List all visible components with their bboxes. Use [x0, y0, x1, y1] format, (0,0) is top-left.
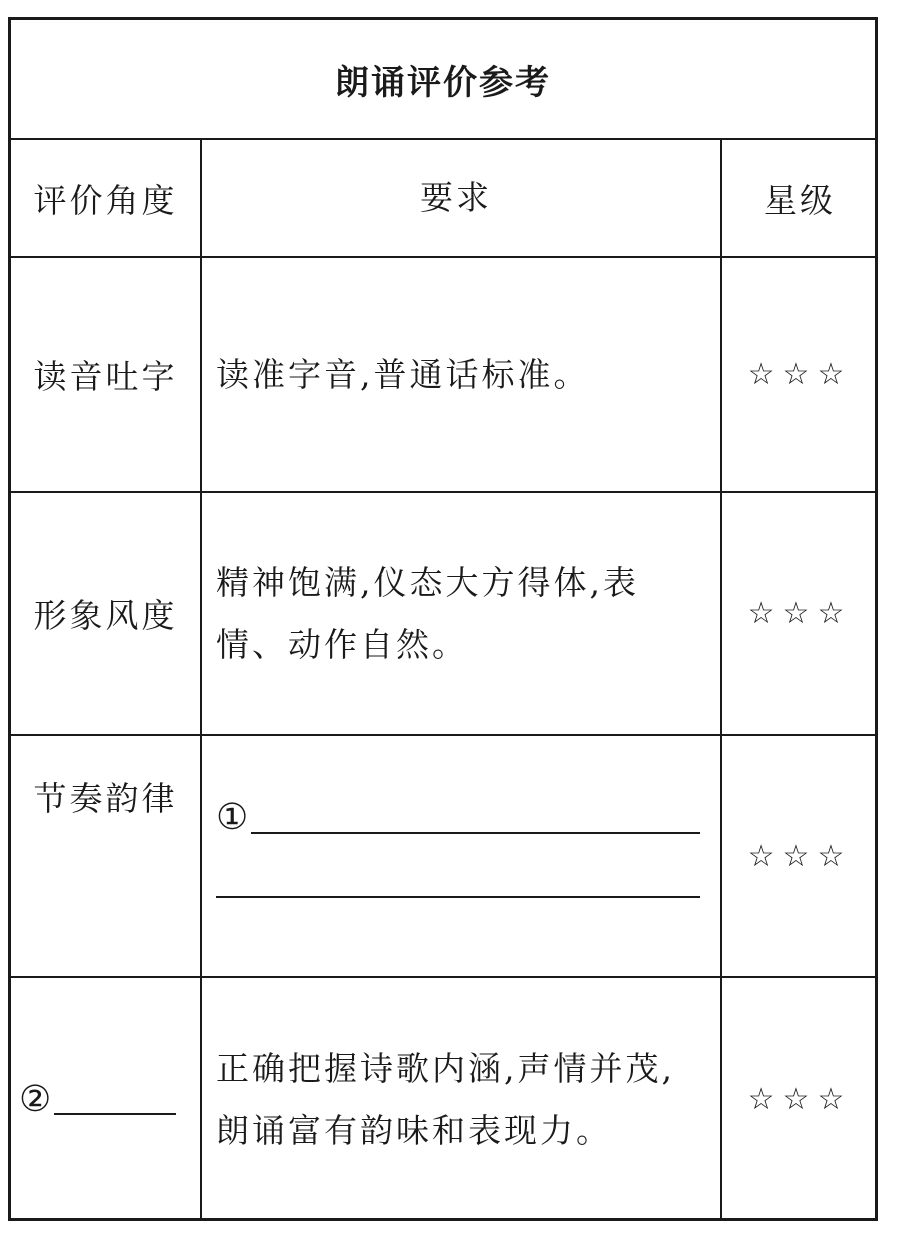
- row-requirement-blank[interactable]: [202, 736, 720, 976]
- row-aspect-blank[interactable]: [11, 978, 200, 1221]
- row-rating-stars: ☆☆☆: [747, 838, 853, 874]
- header-aspect: 评价角度: [33, 180, 178, 220]
- row-requirement: 精神饱满,仪态大方得体,表情、动作自然。: [216, 562, 639, 664]
- blank-marker: ①: [216, 797, 252, 838]
- answer-blank-line[interactable]: [216, 894, 700, 898]
- evaluation-table: [8, 17, 878, 1221]
- row-requirement: 正确把握诗歌内涵,声情并茂,朗诵富有韵味和表现力。: [216, 1048, 675, 1150]
- answer-blank-line[interactable]: [251, 830, 700, 834]
- answer-blank-line[interactable]: [54, 1111, 176, 1115]
- row-aspect: 形象风度: [33, 596, 178, 635]
- row-requirement: 读准字音,普通话标准。: [216, 354, 590, 394]
- blank-marker: ②: [19, 1079, 55, 1120]
- header-rating: 星级: [764, 180, 836, 220]
- row-rating-stars: ☆☆☆: [747, 357, 853, 392]
- row-rating-stars: ☆☆☆: [747, 596, 853, 631]
- header-requirement: 要求: [420, 178, 492, 217]
- table-title: 朗诵评价参考: [11, 20, 875, 140]
- row-rating-stars: ☆☆☆: [747, 1082, 853, 1117]
- row-aspect: 节奏韵律: [33, 778, 178, 818]
- row-aspect: 读音吐字: [33, 357, 178, 396]
